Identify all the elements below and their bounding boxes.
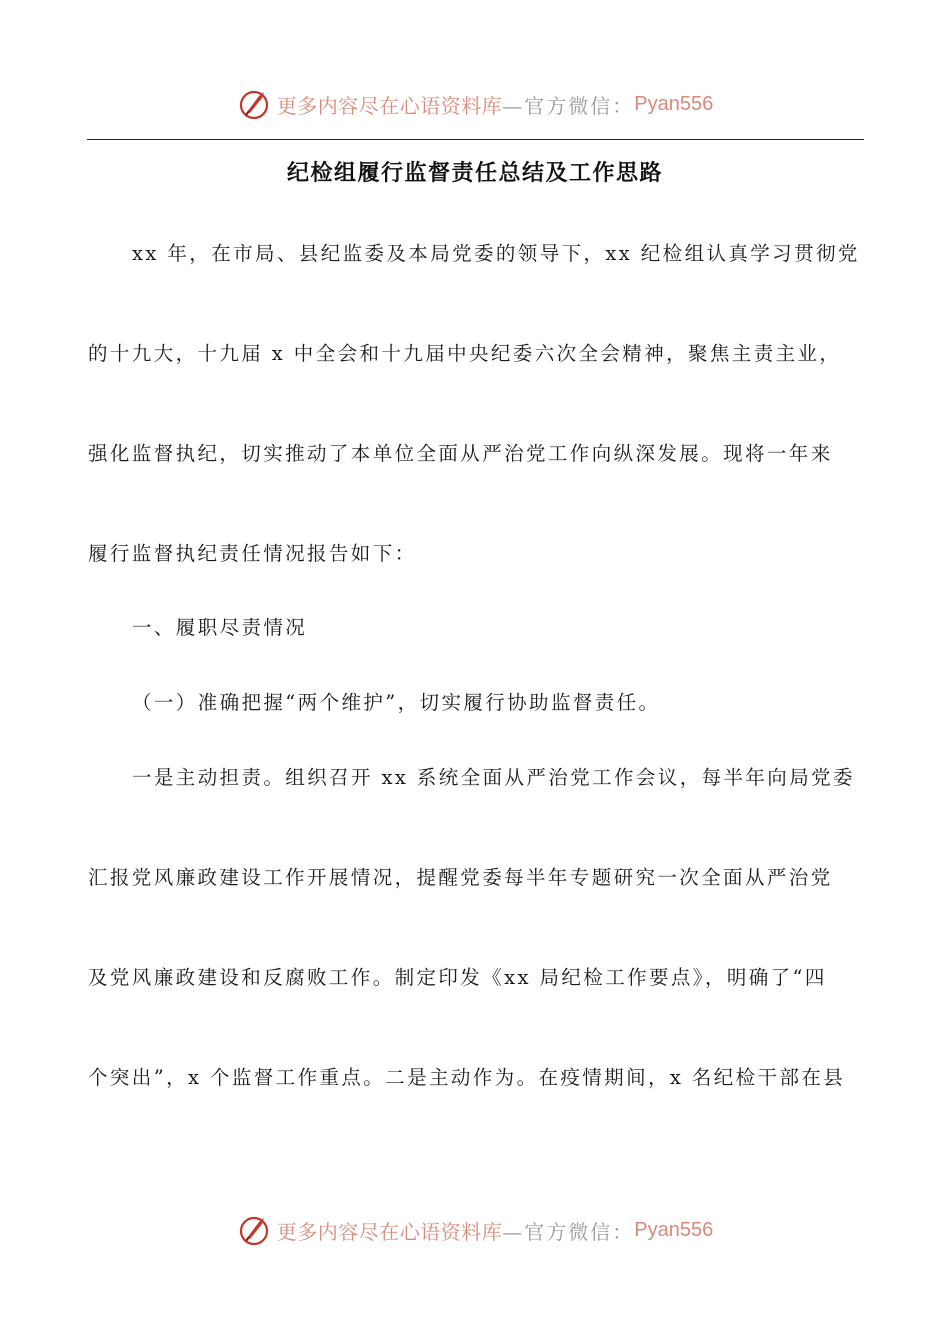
paragraph-line: 及党风廉政建设和反腐败工作。制定印发《xx 局纪检工作要点》，明确了“四 xyxy=(88,966,827,989)
paragraph-line: xx 年，在市局、县纪监委及本局党委的领导下，xx 纪检组认真学习贯彻党 xyxy=(132,242,860,265)
header-banner xyxy=(0,82,950,126)
paragraph-line: 强化监督执纪，切实推动了本单位全面从严治党工作向纵深发展。现将一年来 xyxy=(88,442,833,465)
section-heading: 一、履职尽责情况 xyxy=(132,616,308,639)
brand-text: 更多内容尽在心语资料库 xyxy=(276,1219,503,1244)
footer-banner xyxy=(0,1208,950,1252)
paragraph-line: 履行监督执纪责任情况报告如下： xyxy=(88,542,417,565)
wechat-id: Pyan556 xyxy=(634,92,714,115)
quill-pen-logo-icon xyxy=(237,1212,273,1248)
paragraph-line: 汇报党风廉政建设工作开展情况，提醒党委每半年专题研究一次全面从严治党 xyxy=(88,866,833,889)
wechat-label: —官方微信： xyxy=(502,1219,635,1244)
paragraph-line: 的十九大，十九届 x 中全会和十九届中央纪委六次全会精神，聚焦主责主业， xyxy=(88,342,842,365)
quill-pen-logo-icon xyxy=(237,86,273,122)
paragraph-line: 一是主动担责。组织召开 xx 系统全面从严治党工作会议，每半年向局党委 xyxy=(132,766,855,789)
wechat-label: —官方微信： xyxy=(502,93,635,118)
brand-text: 更多内容尽在心语资料库 xyxy=(276,93,503,118)
document-title: 纪检组履行监督责任总结及工作思路 xyxy=(286,161,663,186)
header-divider xyxy=(87,139,864,140)
subsection-heading: （一）准确把握“两个维护”，切实履行协助监督责任。 xyxy=(132,691,661,714)
wechat-id: Pyan556 xyxy=(634,1218,714,1241)
paragraph-line: 个突出”，x 个监督工作重点。二是主动作为。在疫情期间，x 名纪检干部在县 xyxy=(88,1066,846,1089)
